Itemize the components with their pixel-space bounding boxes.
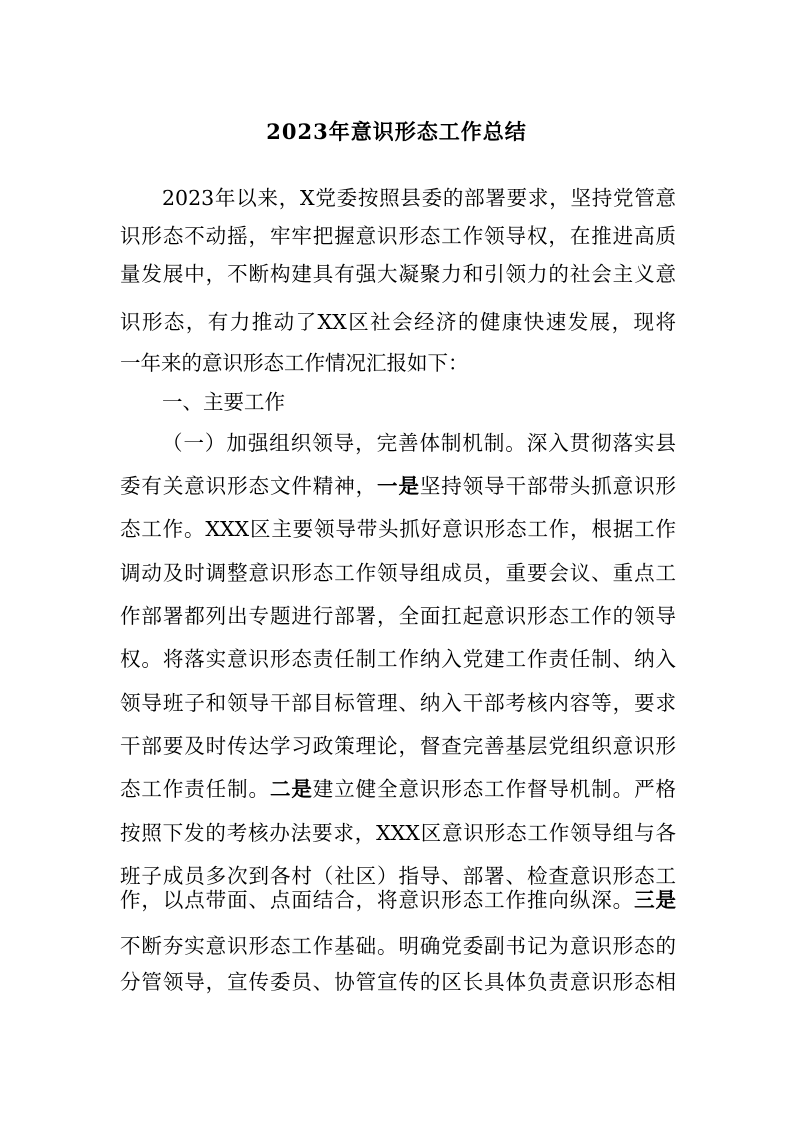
intro-line: 2023年以来，X党委按照县委的部署要求，坚持党管意 <box>162 186 676 210</box>
body-line: 不断夯实意识形态工作基础。明确党委副书记为意识形态的 <box>120 934 676 958</box>
emphasis-text: 二是 <box>269 777 313 801</box>
body-line: 领导班子和领导干部目标管理、纳入干部考核内容等，要求 <box>120 691 676 715</box>
intro-line: 识形态不动摇，牢牢把握意识形态工作领导权，在推进高质 <box>120 224 676 248</box>
body-line: 干部要及时传达学习政策理论，督查完善基层党组织意识形 <box>120 734 676 758</box>
body-line: 权。将落实意识形态责任制工作纳入党建工作责任制、纳入 <box>120 647 676 671</box>
body-text: 态工作责任制。 <box>120 777 270 801</box>
emphasis-text: 三是 <box>634 888 676 912</box>
body-text: 建立健全意识形态工作督导机制。严格 <box>312 777 676 801</box>
body-text: 作，以点带面、点面结合，将意识形态工作推向纵深。 <box>120 888 635 912</box>
intro-line: 一年来的意识形态工作情况汇报如下： <box>120 351 469 375</box>
body-text: 委有关意识形态文件精神， <box>120 474 378 498</box>
body-line: 调动及时调整意识形态工作领导组成员，重要会议、重点工 <box>120 561 676 585</box>
intro-line: 量发展中，不断构建具有强大凝聚力和引领力的社会主义意 <box>120 262 676 286</box>
body-line <box>120 770 676 808</box>
body-line: 按照下发的考核办法要求，XXX区意识形态工作领导组与各 <box>120 821 676 845</box>
body-line: 作部署都列出专题进行部署，全面扛起意识形态工作的领导 <box>120 604 676 628</box>
body-line: 分管领导，宣传委员、协管宣传的区长具体负责意识形态相 <box>120 970 676 994</box>
body-text: 坚持领导干部带头抓意识形 <box>419 474 676 498</box>
intro-line: 识形态，有力推动了XX区社会经济的健康快速发展，现将 <box>120 310 676 334</box>
section-heading: 一、主要工作 <box>162 390 285 414</box>
emphasis-text: 一是 <box>377 474 420 498</box>
body-line: 态工作。XXX区主要领导带头抓好意识形态工作，根据工作 <box>120 517 676 541</box>
body-line <box>120 881 676 919</box>
body-line <box>120 467 676 505</box>
document-title: 2023年意识形态工作总结 <box>266 119 527 144</box>
body-line: （一）加强组织领导，完善体制机制。深入贯彻落实县 <box>162 431 676 455</box>
body-line: 班子成员多次到各村（社区）指导、部署、检查意识形态工 <box>120 864 676 888</box>
